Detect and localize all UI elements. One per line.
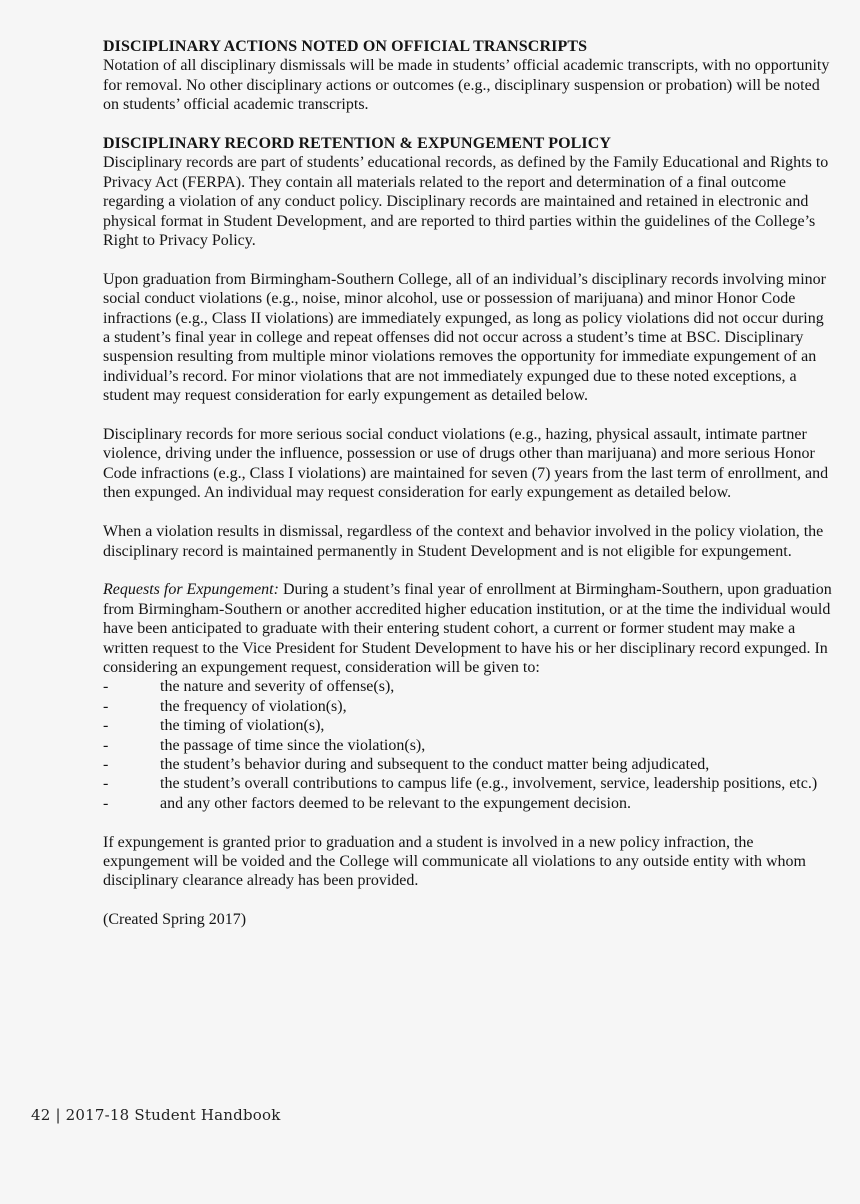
list-item [103,677,834,696]
paragraph: Disciplinary records are part of students’ educational records, as defined by the Family Educational and Rights to Privacy Act (FERPA). They contain all materials related to the report and determination of a final outcome regarding a violation of any conduct policy. Disciplinary records are maintained and retained in electronic and physical format in Student Development, and are reported to third parties within the guidelines of the College’s Right to Privacy Policy. [103,154,829,250]
list-dash: - [103,697,109,715]
paragraph-requests-for-expungement [103,580,834,677]
paragraph-created-date: (Created Spring 2017) [103,911,247,929]
list-item-text: the passage of time since the violation(s), [160,736,426,754]
list-item-text: the frequency of violation(s), [160,697,347,715]
list-item-text: the student’s overall contributions to campus life (e.g., involvement, service, leadership positions, etc.) [160,775,818,793]
list-item [103,755,834,774]
paragraph: Notation of all disciplinary dismissals will be made in students’ official academic transcripts, with no opportunity for removal. No other disciplinary actions or outcomes (e.g., disciplinary suspension or probation) will be noted on students’ official academic transcripts. [103,57,830,114]
paragraph: Disciplinary records for more serious social conduct violations (e.g., hazing, physical assault, intimate partner violence, driving under the influence, possession or use of drugs other than marijuana) and more serious Honor Code infractions (e.g., Class I violations) are maintained for seven (7) years from the last term of enrollment, and then expunged. An individual may request consideration for early expungement as detailed below. [103,426,829,502]
expungement-criteria-list [103,677,834,813]
list-dash: - [103,775,109,793]
section-transcripts [103,37,834,115]
list-item-text: the timing of violation(s), [160,717,325,735]
requests-italic-lead: Requests for Expungement: [103,581,279,599]
page-footer: 42 | 2017-18 Student Handbook [31,1106,281,1124]
paragraph: If expungement is granted prior to graduation and a student is involved in a new policy infraction, the expungement will be voided and the College will communicate all violations to any outside entity with whom disciplinary clearance already has been provided. [103,833,806,890]
list-item-text: the student’s behavior during and subsequent to the conduct matter being adjudicated, [160,755,710,773]
list-item [103,794,834,813]
paragraph: Upon graduation from Birmingham-Southern College, all of an individual’s disciplinary records involving minor social conduct violations (e.g., noise, minor alcohol, use or possession of marijuana) and minor Honor Code infractions (e.g., Class II violations) are immediately expunged, as long as policy violations did not occur during a student’s final year in college and repeat offenses did not occur across a student’s time at BSC. Disciplinary suspension resulting from multiple minor violations removes the opportunity for immediate expungement of an individual’s record. For minor violations that are not immediately expunged due to these noted exceptions, a student may request consideration for early expungement as detailed below. [103,270,826,405]
paragraph: When a violation results in dismissal, regardless of the context and behavior involved in the policy violation, the disciplinary record is maintained permanently in Student Development and is not eligible for expungement. [103,523,824,560]
requests-paragraph-text: During a student’s final year of enrollment at Birmingham-Southern, upon graduation from Birmingham-Southern or another accredited higher education institution, or at the time the individual would have been anticipated to graduate with their entering student cohort, a current or former student may make a written request to the Vice President for Student Development to have his or her disciplinary record expunged. In considering an expungement request, consideration will be given to: [103,581,832,676]
list-item-text: and any other factors deemed to be relevant to the expungement decision. [160,794,631,812]
list-item [103,736,834,755]
list-item [103,697,834,716]
list-item-text: the nature and severity of offense(s), [160,678,395,696]
list-dash: - [103,794,109,812]
section-heading-record-retention: DISCIPLINARY RECORD RETENTION & EXPUNGEMENT POLICY [103,135,612,153]
list-dash: - [103,755,109,773]
page-content [103,37,834,930]
section-heading-transcripts: DISCIPLINARY ACTIONS NOTED ON OFFICIAL TRANSCRIPTS [103,38,588,55]
list-item [103,774,834,793]
list-dash: - [103,678,109,696]
section-record-retention [103,134,834,930]
list-dash: - [103,717,109,735]
list-dash: - [103,736,109,754]
list-item [103,716,834,735]
